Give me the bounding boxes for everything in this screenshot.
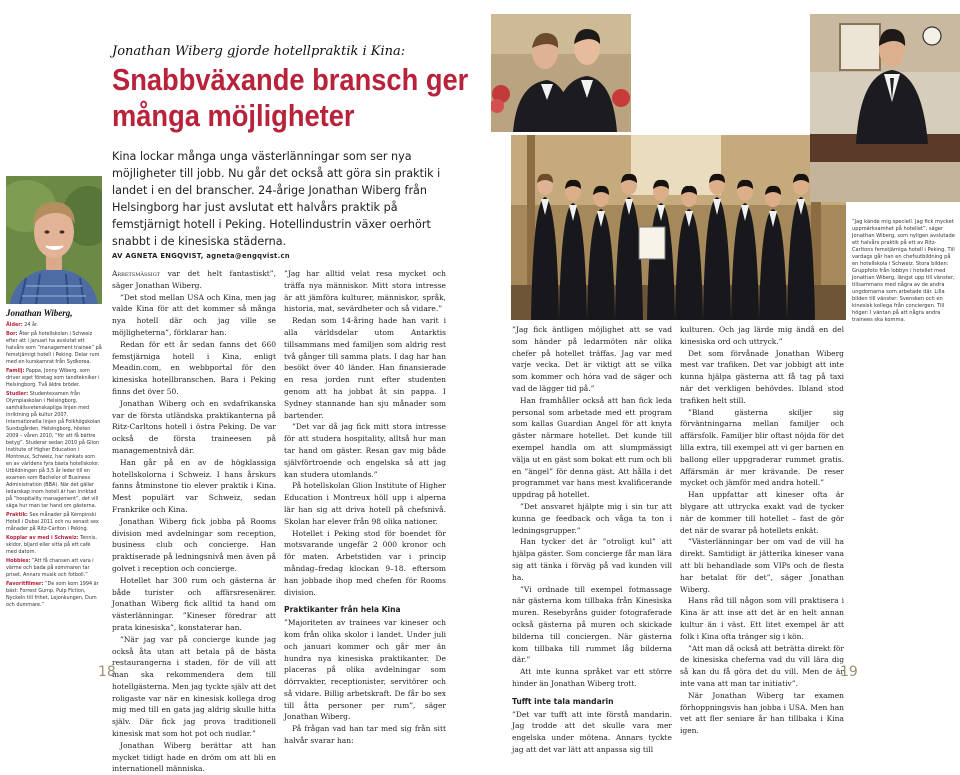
- sidebar-fact: [6, 581, 102, 609]
- waiting-illustration: [810, 14, 960, 202]
- paragraph-text: Han tycker det är ”otroligt kul” att hjälpa gäster. Som concierge får man lära sig att tänka i förväg på vad kunden vill ha.: [512, 537, 672, 582]
- paragraph: [112, 268, 276, 292]
- paragraph: [680, 643, 844, 690]
- sidebar-fact-text: ”De som kom 1994 är bäst: Forrest Gump, Pulp Fiction, Nyckeln till frihet, Lejonkungen, Dum och dummare.”: [6, 581, 99, 608]
- paragraph: [680, 407, 844, 490]
- article-ingress: Kina lockar många unga västerlänningar som ser nya möjligheter till jobb. Nu går det också att göra sin praktik i landet i en del branscher. 24-årige Jonathan Wiberg från Helsingborg har just avslutat ett halvårs praktik på femstjärnigt hotell i Peking. Hotellindustrin växer oerhört snabbt i de kinesiska städerna.: [112, 150, 441, 248]
- sidebar-fact-label: Kopplar av med i Schweiz:: [6, 535, 79, 541]
- paragraph-text: Det som förvånade Jonathan Wiberg mest var trafiken. Det var jobbigt att inte kunna hjälpa gästerna att få tag på taxi när det verkligen behövdes. Ibland stod trafiken helt still.: [680, 348, 844, 405]
- paragraph: [680, 595, 844, 642]
- photo-caption: ”Jag kände mig speciell. Jag fick mycket uppmärksamhet på hotellet”, säger Jonathan Wiberg, som nyligen avslutade ett halvårs praktik på ett av Ritz-Carltons femstjärniga hotell i Peking. Till vardags går han en chefsutbildning på en hotellskola i Schweiz. Stora bilden: Gruppfoto från lobbyn i hotellet med Jonathan Wiberg, längst upp till vänster, tillsammans med några av de andra ungdomarna som arbetade där. Lilla bilden till vänster: Svensken och en kinesisk kollega från conciergen. Till höger: I väntan på att några andra trainees ska komma.: [852, 219, 955, 323]
- paragraph-text: Han uppfattar att kineser ofta är blygare att uttrycka exakt vad de tycker när de kommer till hotellet – fast de gör det när de svarar på hotellets enkät.: [680, 490, 844, 535]
- sidebar-fact: [6, 512, 102, 533]
- paragraph-text: ”När jag var på concierge kunde jag också åta utan att betala på de bästa restaurangerna i staden, för de vill att man ska rekommendera dem till hotellgästerna. Men jag tyckte själv att det roligaste var när en kinesisk kollega drog mig med till en gata jag aldrig skulle hitta själv. Där fick jag prova traditionell kinesisk mat som hot pot och nudlar.”: [112, 634, 276, 739]
- lead-in: Arbetsmässigt: [112, 269, 161, 278]
- paragraph-text: Hotellet har 300 rum och gästerna är både turister och affärsresenärer. Jonathan Wiberg fick alltid ta hand om västerlänningar. ”Kineser föredrar att prata kinesiska”, konstaterar han.: [112, 575, 276, 632]
- paragraph: [284, 480, 446, 527]
- paragraph: [284, 421, 446, 480]
- paragraph-text: ”Majoriteten av trainees var kineser och kom från olika skolor i landet. Under juli och januari kommer och går mer än hundra nya kinesiska praktikanter. De placeras på olika avdelningar som dörrvakter, receptionister, servitörer och så vidare. Billig arbetskraft. De får bo sex till åtta personer per rum”, säger Jonathan Wiberg.: [284, 618, 446, 722]
- lobby-group-illustration: [511, 135, 846, 320]
- paragraph-text: ”Det ansvaret hjälpte mig i sin tur att kunna ge feedback och våga ta ton i ledningsgrupper.”: [512, 501, 672, 535]
- sidebar-fact-label: Bor:: [6, 331, 18, 337]
- paragraph: [284, 528, 446, 599]
- paragraph-text: På frågan vad han tar med sig från sitt halvår svarar han:: [284, 724, 446, 746]
- paragraph-text: Jonathan Wiberg berättar att han mycket tidigt hade en dröm om att bli en internationell människa.: [112, 740, 276, 774]
- paragraph-text: ”Att man då också att beträtta direkt för de kinesiska cheferna vad du vill lära dig så kan du få göra det du vill. Men de är inte vana att man tar initiativ”.: [680, 643, 844, 688]
- sidebar-fact-text: Sex månader på Kempinski Hotell i Dubai 2011 och nu senast sex månader på Ritz-Carlton i Peking.: [6, 512, 99, 532]
- article-byline: AV AGNETA ENGQVIST, agneta@engqvist.cn: [112, 252, 290, 260]
- paragraph-text: På hotellskolan Glion Institute of Higher Education i Montreux höll upp i alperna lär han sig att driva hotell på chefsnivå. Skolan har elever från 98 olika nationer.: [284, 481, 446, 526]
- sidebar-fact-text: Pappa, Jonny Wiberg, som driver eget företag som tandtekniker i Helsingborg. Två äldre bröder.: [6, 368, 100, 388]
- sidebar-fact-text: Åter på hotellskolan i Schweiz efter att i januari ha avslutat ett halvårs som ”management trainee” på femstjärnigt hotell i Peking. Delar rum med en kurskamrat från Sydkorea.: [6, 331, 102, 365]
- sidebar-items: [6, 331, 102, 609]
- sidebar-fact: [6, 368, 102, 389]
- sidebar-fact-label: Praktik:: [6, 512, 28, 518]
- paragraph-text: Han framhåller också att han fick leda personal som arbetade med ett program som kallas Guardian Angel för att knyta gäster närmare hotellet. Det kunde till exempel handla om att slumpmässigt välja ut en gäst som bokat ett rum och bli en ”ängel” för denna gäst. Att hålla i det programmet var hans mest kvalificerande uppdrag på hotellet.: [512, 395, 672, 500]
- sidebar-fact: [6, 535, 102, 556]
- paragraph: [512, 395, 672, 501]
- paragraph: [112, 634, 276, 740]
- paragraph-text: var det helt fantastiskt”, säger Jonathan Wiberg.: [112, 269, 276, 290]
- paragraph: [512, 584, 672, 667]
- paragraph-text: ”Vi ordnade till exempel fotmassage när gästerna kom tillbaka från Kinesiska muren. Resebyråns guider fotograferade också gästerna på muren och skickade bilderna till conciergen. När gästerna kom tillbaka till rummet låg bilderna där.”: [512, 584, 672, 665]
- paragraph: [112, 740, 276, 775]
- sidebar-fact-text: ”Att få chansen att vara i värme och bada på sommaren tar priset. Annars musik och fotboll.”: [6, 558, 94, 578]
- paragraph: [112, 516, 276, 575]
- paragraph-text: ”Västerlänningar ber om vad de vill ha direkt. Samtidigt är jätterika kineser vana att bli behandlade som VIPs och de flesta har betalat för det”, säger Jonathan Wiberg.: [680, 537, 844, 594]
- paragraph-text: ”Jag har alltid velat resa mycket och träffa nya människor. Mitt stora intresse är att jämföra kulturer, människor, språk, historia, mat, sevärdheter och så vidare.”: [284, 269, 446, 314]
- paragraph: [512, 324, 672, 395]
- paragraph: [680, 324, 844, 348]
- paragraph-text: ”Jag fick äntligen möjlighet att se vad som händer på ledarmöten när olika chefer på hotellet träffas. Jag var med varje vecka. Det är viktigt att se vilka som kommer och hóra vad de säger och vad de lägger tid på.”: [512, 325, 672, 393]
- sidebar-name: Jonathan Wiberg,: [6, 308, 73, 318]
- paragraph: [680, 536, 844, 595]
- sidebar-fact-label: Studier:: [6, 391, 29, 397]
- paragraph: [112, 339, 276, 398]
- sidebar-fact: [6, 331, 102, 366]
- article-headline: Snabbväxande bransch ger många möjligheter: [112, 62, 469, 133]
- paragraph: [284, 268, 446, 315]
- paragraph: [284, 617, 446, 723]
- paragraph: [680, 348, 844, 407]
- sidebar-fact-label: Familj:: [6, 368, 25, 374]
- sidebar-age: Ålder: 24 år.: [6, 322, 39, 328]
- paragraph: [680, 690, 844, 737]
- paragraph: [112, 398, 276, 457]
- paragraph-text: Jonathan Wiberg fick jobba på Rooms division med avdelningar som reception, business club och concierge. Han praktiserade på ledningsnivå men även på golvet i reception och concierge.: [112, 516, 276, 573]
- page-number-right: 19: [840, 664, 858, 680]
- photo-concierge-colleague: [491, 14, 631, 132]
- portrait-photo: [6, 176, 102, 304]
- paragraph: [680, 489, 844, 536]
- paragraph-text: Hans råd till någon som vill praktisera i Kina är att inse att det är en helt annan kultur än i väst. Ett litet exempel är att folk i Kina ofta tränger sig i kön.: [680, 596, 844, 641]
- paragraph-text: Hotellet i Peking stod för boendet för motsvarande ungefär 2 000 kronor och för maten. Arbetstiden var i princip måndag–fredag klockan 9–18. eftersom han jobbade ihop med chefen för Rooms division.: [284, 528, 446, 597]
- body-column-3: [512, 324, 672, 756]
- body-column-4: [680, 324, 844, 737]
- paragraph: [512, 536, 672, 583]
- sidebar-fact: [6, 558, 102, 579]
- paragraph: [512, 501, 672, 536]
- photo-man-waiting: [810, 14, 960, 202]
- certificate: [639, 227, 665, 259]
- sidebar-fact-text: Studentexamen från Olympiaskolan i Helsingborg, samhällsvetenskapliga linjen med inriktning på kultur 2007. Internationella linjen på Folkhögskolan Sundsgården, Helsingborg, hösten 2009 – våren 2010, ”för att få bättre betyg”. Studerar sedan 2010 på Glion Institute of Higher Education i Montreux, Schweiz, har rankats som en av världens fyra bästa hotellskolor. Utbildningen på 3,5 år leder till en examen som Bachelor of Business Administration (BBA). När det gäller ledarskap inom hotell är han inriktad på ”hospitality management”, det vill säga hur man tar hand om gästerna.: [6, 391, 101, 509]
- paragraph-text: Redan för ett år sedan fanns det 660 femstjärniga hotell i Kina, enligt Meadin.com, en webbportal för den kinesiska hotellbranschen. Bara i Peking finns det över 50.: [112, 339, 276, 396]
- sidebar-fact-label: Hobbies:: [6, 558, 31, 564]
- body-column-1: [112, 268, 276, 775]
- paragraph-text: Att inte kunna språket var ett större hinder än Jonathan Wiberg trott.: [512, 667, 672, 688]
- portrait-illustration: [6, 176, 102, 304]
- sidebar-fact: [6, 391, 102, 510]
- paragraph-text: Jonathan Wiberg och en svdafrikanska var de första utländska praktikanterna på Ritz-Carltons hotell i östra Peking. De var också de första traineesen på managementnivå där.: [112, 398, 276, 455]
- paragraph: [112, 457, 276, 516]
- subheading: Praktikanter från hela Kina: [284, 605, 401, 615]
- paragraph-text: ”Det var tufft att inte förstå mandarin. Jag trodde att det skulle vara mer engelska under mötena. Annars tyckte jag att det var lätt att anpassa sig till: [512, 709, 672, 754]
- subheading: Tufft inte tala mandarin: [512, 696, 614, 706]
- article-kicker: Jonathan Wiberg gjorde hotellpraktik i Kina:: [112, 44, 406, 59]
- paragraph-text: ”Bland gästerna skiljer sig förväntningarna mellan familjer och affärsfolk. Familjer blir oftast nöjda för det lilla extra, till exempel att vi ger barnen en ballong eller uppgraderar rummet gratis. Affärsmän är mer krävande. De reser mycket och jämför med andra hotell.”: [680, 407, 844, 488]
- body-column-2: [284, 268, 446, 747]
- paragraph-text: När Jonathan Wiberg tar examen förhoppningsvis han jobba i USA. Men han vet att fler seniare år han tillbaka i Kina igen.: [680, 690, 844, 736]
- paragraph-text: Han går på en av de högklassiga hotellskolorna i Schweiz. I hans årskurs fanns åtminstone tio elever praktik i Kina. Mest populärt var Schweiz, sedan Frankrike och Kina.: [112, 457, 276, 514]
- paragraph-text: kulturen. Och jag lärde mig ändå en del kinesiska ord och uttryck.”: [680, 325, 844, 346]
- page-number-left: 18: [98, 664, 116, 680]
- paragraph: [284, 723, 446, 747]
- paragraph: [512, 709, 672, 756]
- photo-lobby-group: [511, 135, 846, 320]
- paragraph: [284, 315, 446, 421]
- concierge-illustration: [491, 14, 631, 132]
- paragraph: [112, 575, 276, 634]
- sidebar-fact-text: Tennis, skidor, bljard eller sitta på ett café med datorn.: [6, 535, 97, 555]
- sidebar-facts: [6, 322, 102, 611]
- paragraph: [112, 292, 276, 339]
- sidebar-fact-label: Favoritfilmer:: [6, 581, 44, 587]
- paragraph-text: Redan som 14-åring hade han varit i alla världsdelar utom Antarktis tillsammans med familjen som aldrig rest två gånger till samma plats. I dag har han besökt över 40 länder. Han finansierade en resa jorden runt efter studenten genom att ha jobbat åt sin pappa. I Sydney stannande han sju månader som bartender.: [284, 316, 446, 420]
- paragraph-text: ”Det stod mellan USA och Kina, men jag valde Kina för att det kommer så många nya hotell där och jag ville se möjligheterna”, förklarar han.: [112, 292, 276, 337]
- paragraph-text: ”Det var då jag fick mitt stora intresse för att studera hospitality, alltså hur man tar hand om gäster. Resan gav mig både självförtroende och engelska så att jag kan studera utomlands.”: [284, 422, 446, 479]
